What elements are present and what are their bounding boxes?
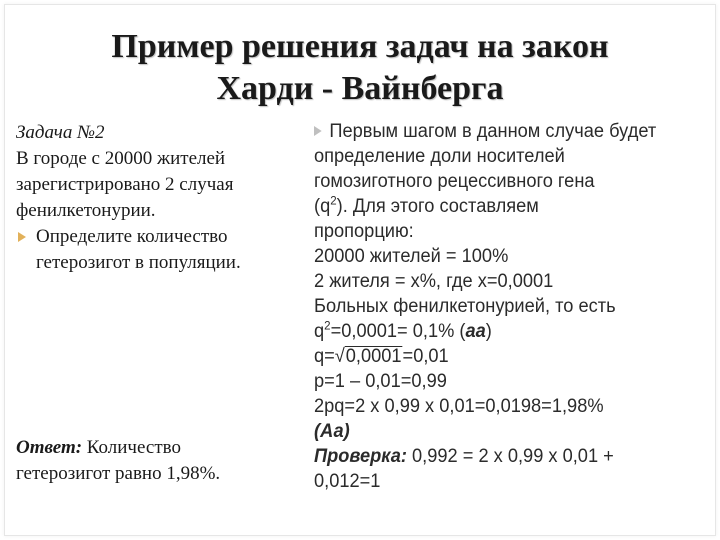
solution-line-3: гомозиготного рецессивного гена bbox=[314, 171, 595, 192]
answer-block bbox=[16, 435, 306, 487]
genotype-aa: аа bbox=[465, 321, 486, 342]
solution-text: Первым шагом в данном случае будет bbox=[329, 121, 657, 142]
formula-text: 0,992 = 2 х 0,99 х 0,01 + bbox=[406, 446, 614, 467]
solution-line-4 bbox=[314, 194, 694, 219]
solution-line-11: p=1 – 0,01=0,99 bbox=[314, 371, 447, 392]
superscript: 2 bbox=[324, 318, 331, 333]
formula-text: =0,01 bbox=[402, 346, 449, 367]
slide-title bbox=[60, 26, 660, 110]
task-heading: Задача №2 bbox=[16, 122, 105, 143]
formula-text: =0,0001= 0,1% ( bbox=[330, 321, 466, 342]
formula-text: ). Для этого составляем bbox=[336, 196, 539, 217]
task-question-line-1: Определите количество bbox=[36, 226, 228, 247]
solution-line-13: (Аа) bbox=[314, 421, 350, 442]
task-line-3: фенилкетонурии. bbox=[16, 200, 156, 221]
task-line-1: В городе с 20000 жителей bbox=[16, 148, 226, 169]
solution-line-12: 2pq=2 x 0,99 x 0,01=0,0198=1,98% bbox=[314, 396, 604, 417]
formula-text: q= bbox=[314, 346, 335, 367]
task-line-2: зарегистрировано 2 случая bbox=[16, 174, 234, 195]
formula-text: ) bbox=[485, 321, 492, 342]
solution-line-1 bbox=[314, 119, 694, 144]
solution-line-9 bbox=[314, 319, 694, 344]
solution-block bbox=[314, 119, 694, 494]
task-block bbox=[16, 120, 306, 276]
task-question bbox=[16, 224, 306, 276]
answer-text-2: гетерозигот равно 1,98%. bbox=[16, 463, 221, 484]
title-line-2: Харди - Вайнберга bbox=[216, 70, 504, 107]
formula-text: q bbox=[314, 321, 325, 342]
solution-line-15: 0,012=1 bbox=[314, 471, 381, 492]
solution-line-6: 20000 жителей = 100% bbox=[314, 246, 509, 267]
check-label: Проверка: bbox=[314, 446, 407, 467]
solution-line-14 bbox=[314, 444, 694, 469]
title-line-1: Пример решения задач на закон bbox=[111, 28, 609, 65]
task-question-line-2: гетерозигот в популяции. bbox=[36, 252, 241, 273]
superscript: 2 bbox=[330, 193, 337, 208]
answer-label: Ответ: bbox=[16, 437, 83, 458]
answer-text-1: Количество bbox=[82, 437, 181, 458]
solution-line-2: определение доли носителей bbox=[314, 146, 565, 167]
solution-line-7: 2 жителя = х%, где х=0,0001 bbox=[314, 271, 554, 292]
sqrt-radicand: 0,0001 bbox=[345, 346, 402, 367]
solution-line-5: пропорцию: bbox=[314, 221, 414, 242]
solution-line-10: q=√0,0001=0,01 bbox=[314, 346, 449, 367]
bullet-arrow-icon bbox=[314, 126, 322, 136]
solution-line-8: Больных фенилкетонурией, то есть bbox=[314, 296, 616, 317]
bullet-arrow-icon bbox=[18, 232, 26, 242]
formula-text: (q bbox=[314, 196, 331, 217]
